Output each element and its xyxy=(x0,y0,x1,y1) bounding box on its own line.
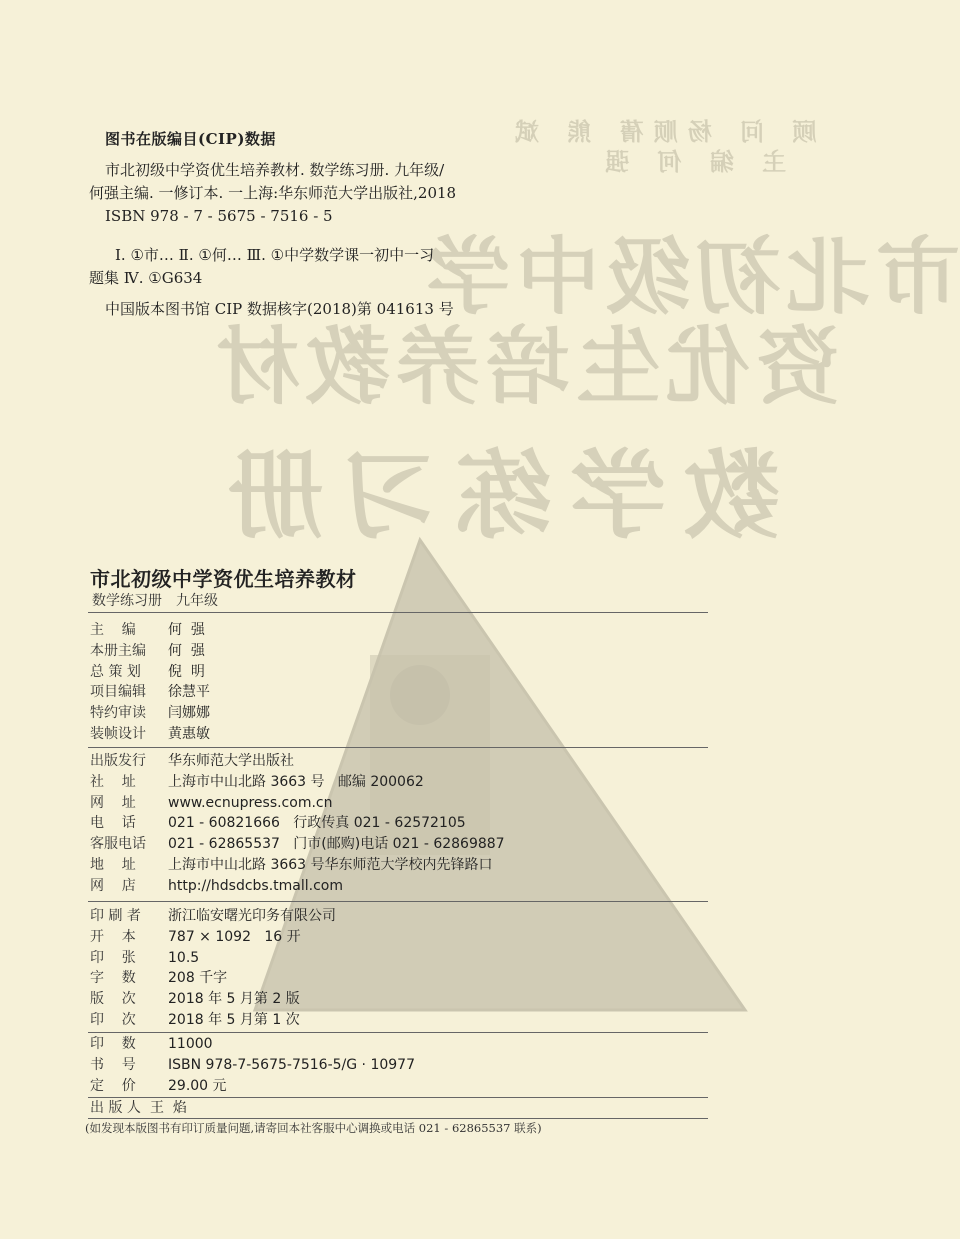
cip-block xyxy=(89,128,525,321)
printing-list xyxy=(90,906,336,1031)
info-label: 项目编辑 xyxy=(90,684,146,701)
info-row xyxy=(90,1034,415,1055)
info-value: 上海市中山北路 3663 号 邮编 200062 xyxy=(168,773,424,790)
info-value: 何 强 xyxy=(168,642,205,659)
info-row xyxy=(90,948,336,969)
info-row xyxy=(90,1010,336,1031)
divider xyxy=(88,1032,708,1033)
info-value: www.ecnupress.com.cn xyxy=(168,794,333,811)
info-label: 网 店 xyxy=(90,877,136,894)
info-value: 何 强 xyxy=(168,622,205,638)
info-value: 2018 年 5 月第 2 版 xyxy=(168,991,300,1008)
info-row xyxy=(90,751,505,772)
info-value: 徐慧平 xyxy=(168,684,210,701)
info-label: 总 策 划 xyxy=(90,663,141,680)
publisher-person xyxy=(90,1098,187,1119)
ghost-title-line1: 市北初级中学 xyxy=(420,228,960,326)
info-value: ISBN 978-7-5675-7516-5/G · 10977 xyxy=(168,1056,415,1073)
info-value: 上海市中山北路 3663 号华东师范大学校内先锋路口 xyxy=(168,856,493,873)
cip-line: 市北初级中学资优生培养教材. 数学练习册. 九年级/ xyxy=(105,161,445,179)
info-label: 字 数 xyxy=(90,970,136,987)
divider xyxy=(88,901,708,902)
info-label: 印 刷 者 xyxy=(90,908,141,924)
info-value: 021 - 60821666 行政传真 021 - 62572105 xyxy=(168,815,466,832)
info-label: 版 次 xyxy=(90,991,136,1008)
info-value: 021 - 62865537 门市(邮购)电话 021 - 62869887 xyxy=(168,836,505,853)
info-row xyxy=(90,876,505,897)
info-row xyxy=(90,968,336,989)
info-value: 10.5 xyxy=(168,949,200,966)
info-label: 地 址 xyxy=(90,856,136,873)
info-row xyxy=(90,682,210,703)
info-value: 浙江临安曙光印务有限公司 xyxy=(168,908,336,924)
info-row xyxy=(90,855,505,876)
staff-list xyxy=(90,620,210,745)
divider xyxy=(88,747,708,748)
cip-line: ISBN 978 - 7 - 5675 - 7516 - 5 xyxy=(105,207,333,225)
info-value: http://hdsdcbs.tmall.com xyxy=(168,877,343,894)
info-label: 主 编 xyxy=(90,622,136,638)
info-label: 特约审读 xyxy=(90,705,146,722)
book-subtitle-b: 九年级 xyxy=(176,593,218,609)
info-label: 客服电话 xyxy=(90,836,146,853)
cip-number: 中国版本图书馆 CIP 数据核字(2018)第 041613 号 xyxy=(105,300,454,318)
divider xyxy=(88,1118,708,1119)
info-value: 2018 年 5 月第 1 次 xyxy=(168,1011,300,1028)
book-title: 市北初级中学资优生培养教材 xyxy=(90,567,357,591)
footnote: (如发现本版图书有印订质量问题,请寄回本社客服中心调换或电话 021 - 62865537 联系) xyxy=(85,1121,542,1135)
info-label: 印 数 xyxy=(90,1036,136,1052)
info-row xyxy=(90,989,336,1010)
info-label: 书 号 xyxy=(90,1056,136,1073)
info-row xyxy=(90,724,210,745)
info-row xyxy=(90,906,336,927)
info-row xyxy=(90,772,505,793)
info-label: 印 次 xyxy=(90,1011,136,1028)
info-value: 208 千字 xyxy=(168,970,228,987)
info-row xyxy=(90,1055,415,1076)
ghost-top-right-line2: 主 编 何 强 xyxy=(595,148,787,176)
sales-list xyxy=(90,1034,415,1096)
publisher-list xyxy=(90,751,505,897)
publisher-person-label: 出 版 人 xyxy=(90,1100,141,1116)
info-label: 电 话 xyxy=(90,815,136,832)
info-value: 闫娜娜 xyxy=(168,705,210,722)
info-value: 倪 明 xyxy=(168,663,205,680)
info-label: 装帧设计 xyxy=(90,725,146,742)
ghost-title-line2: 资优生培养教材 xyxy=(210,318,841,416)
info-label: 社 址 xyxy=(90,773,136,790)
book-subtitle-a: 数学练习册 xyxy=(92,593,162,609)
info-label: 出版发行 xyxy=(90,753,146,769)
info-value: 黄惠敏 xyxy=(168,725,210,742)
cip-class-line: 题集 Ⅳ. ①G634 xyxy=(89,269,203,287)
publisher-person-name: 王 焰 xyxy=(150,1100,187,1116)
info-row xyxy=(90,641,210,662)
info-row xyxy=(90,793,505,814)
info-row xyxy=(90,834,505,855)
info-row xyxy=(90,927,336,948)
info-label: 印 张 xyxy=(90,949,136,966)
info-row xyxy=(90,703,210,724)
info-label: 网 址 xyxy=(90,794,136,811)
info-label: 定 价 xyxy=(90,1077,136,1094)
info-value: 华东师范大学出版社 xyxy=(168,753,294,769)
info-row xyxy=(90,662,210,683)
info-value: 11000 xyxy=(168,1036,213,1052)
cip-title: 图书在版编目(CIP)数据 xyxy=(105,130,276,148)
info-label: 本册主编 xyxy=(90,642,146,659)
info-value: 787 × 1092 16 开 xyxy=(168,928,301,945)
cip-line: 何强主编. 一修订本. 一上海:华东师范大学出版社,2018 xyxy=(89,184,457,202)
info-row xyxy=(90,1076,415,1097)
divider xyxy=(88,612,708,613)
info-value: 29.00 元 xyxy=(168,1077,227,1094)
book-subtitle xyxy=(92,590,232,610)
info-label: 开 本 xyxy=(90,928,136,945)
ghost-title-line3: 数学练习册 xyxy=(210,440,780,552)
cip-class-line: Ⅰ. ①市… Ⅱ. ①何… Ⅲ. ①中学数学课一初中一习 xyxy=(115,246,435,264)
info-row xyxy=(90,620,210,641)
info-row xyxy=(90,813,505,834)
ghost-top-right-line1: 顾 问 杨顺蒨 熊 斌 xyxy=(505,118,817,146)
